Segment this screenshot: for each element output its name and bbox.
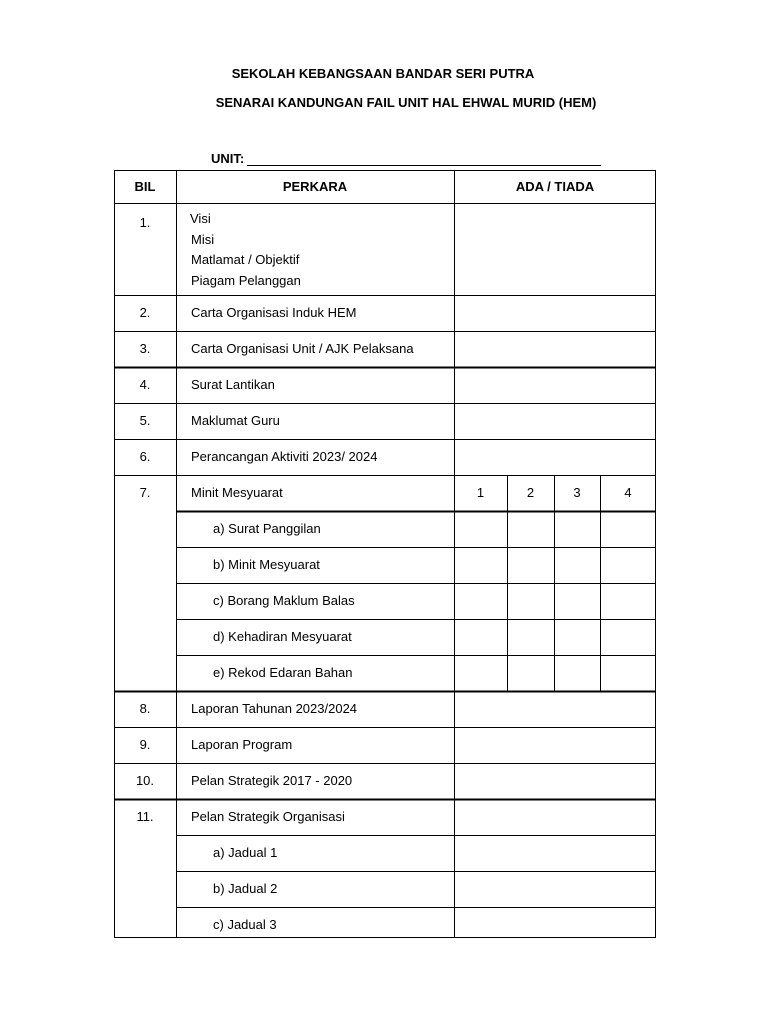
row-item-text: Piagam Pelanggan (191, 272, 301, 288)
row-item-text: Laporan Tahunan 2023/2024 (191, 701, 358, 716)
sub-item-text: c) Jadual 3 (213, 917, 277, 932)
header-ada-tiada: ADA / TIADA (515, 179, 595, 194)
meeting-column-4: 4 (624, 485, 632, 500)
sub-item-text: a) Jadual 1 (213, 845, 278, 860)
row-item-text: Laporan Program (191, 737, 293, 752)
row-number: 3. (139, 341, 151, 356)
school-name: SEKOLAH KEBANGSAAN BANDAR SERI PUTRA (231, 66, 535, 81)
header-bil: BIL (134, 179, 156, 194)
row-item-text: Matlamat / Objektif (191, 252, 300, 267)
sub-item-text: d) Kehadiran Mesyuarat (213, 629, 352, 644)
row-number: 1. (139, 215, 151, 230)
row-item-text: Pelan Strategik 2017 - 2020 (191, 773, 353, 788)
row-item-text: Maklumat Guru (191, 413, 280, 428)
row-number: 7. (139, 485, 151, 500)
sub-item-text: b) Minit Mesyuarat (213, 557, 320, 572)
row-number: 2. (139, 305, 151, 320)
document-title: SENARAI KANDUNGAN FAIL UNIT HAL EHWAL MURID (HEM) (215, 95, 597, 110)
row-item-text: Visi (190, 211, 211, 226)
meeting-column-1: 1 (476, 485, 485, 500)
meeting-column-2: 2 (526, 485, 535, 500)
row-item-text: Carta Organisasi Induk HEM (191, 305, 357, 320)
unit-label: UNIT: (211, 151, 245, 166)
row-item-text: Pelan Strategik Organisasi (191, 809, 345, 824)
sub-item-text: e) Rekod Edaran Bahan (213, 665, 353, 680)
row-item-text: Misi (191, 231, 215, 247)
row-number: 5. (139, 413, 151, 428)
unit-field (211, 151, 601, 166)
row-number: 11. (136, 809, 154, 824)
sub-item-text: c) Borang Maklum Balas (213, 593, 355, 608)
row-number: 10. (135, 773, 155, 788)
row-item-text: Carta Organisasi Unit / AJK Pelaksana (191, 341, 414, 356)
header-perkara: PERKARA (282, 179, 348, 194)
row-number: 4. (139, 377, 151, 392)
row-item-text: Surat Lantikan (191, 377, 275, 392)
content-checklist-table (114, 170, 656, 938)
row-number: 8. (139, 701, 151, 716)
row-item-text: Perancangan Aktiviti 2023/ 2024 (191, 449, 378, 464)
unit-blank-line (247, 152, 601, 166)
row-item-text: Minit Mesyuarat (191, 485, 283, 500)
row-number: 9. (139, 737, 151, 752)
meeting-column-3: 3 (573, 485, 581, 500)
row-number: 6. (139, 449, 151, 464)
sub-item-text: b) Jadual 2 (213, 881, 278, 896)
sub-item-text: a) Surat Panggilan (213, 521, 321, 536)
